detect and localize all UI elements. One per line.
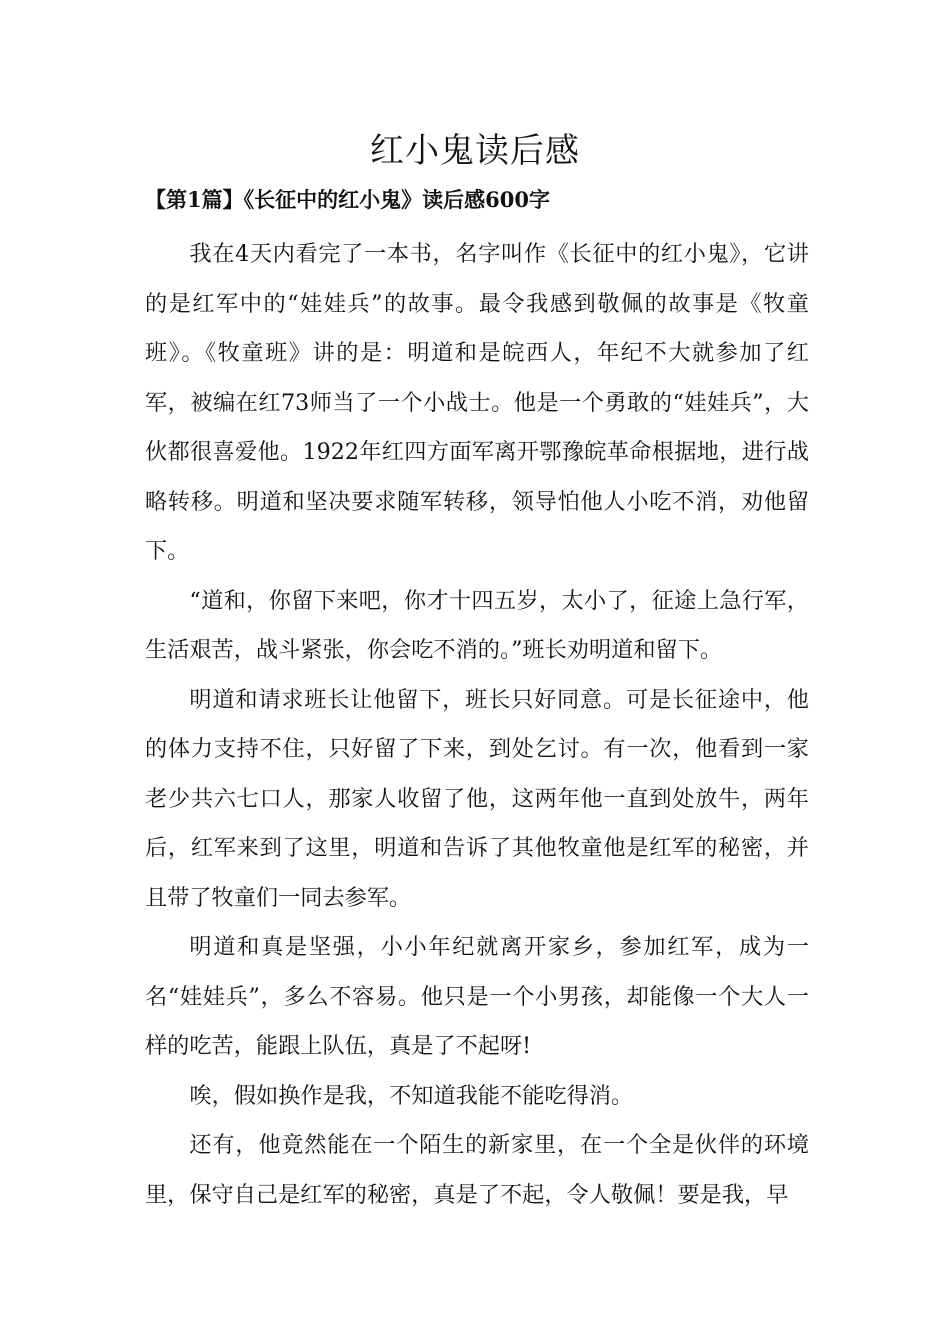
section-heading: 【第1篇】《长征中的红小鬼》读后感600字 — [145, 187, 550, 212]
paragraph: 我在4天内看完了一本书，名字叫作《长征中的红小鬼》，它讲的是红军中的“娃娃兵”的故事。最令我感到敬佩的故事是《牧童班》。《牧童班》讲的是：明道和是皖西人，年纪不大就参加了红军，被编在红73师当了一个小战士。他是一个勇敢的“娃娃兵”，大伙都很喜爱他。1922年红四方面军离开鄂豫皖革命根据地，进行战略转移。明道和坚决要求随军转移，领导怕他人小吃不消，劝他留下。 — [145, 241, 809, 564]
paragraph: 唉，假如换作是我，不知道我能不能吃得消。 — [189, 1082, 634, 1109]
document-title: 红小鬼读后感 — [370, 131, 580, 171]
paragraph: 明道和真是坚强，小小年纪就离开家乡，参加红军，成为一名“娃娃兵”，多么不容易。他只是一个小男孩，却能像一个大人一样的吃苦，能跟上队伍，真是了不起呀! — [145, 934, 809, 1059]
paragraph: “道和，你留下来吧，你才十四五岁，太小了，征途上急行军，生活艰苦，战斗紧张，你会吃不消的。”班长劝明道和留下。 — [145, 587, 809, 663]
paragraph: 还有，他竟然能在一个陌生的新家里，在一个全是伙伴的环境里，保守自己是红军的秘密，真是了不起，令人敬佩！要是我，早 — [145, 1132, 809, 1208]
paragraph: 明道和请求班长让他留下，班长只好同意。可是长征途中，他的体力支持不住，只好留了下来，到处乞讨。有一次，他看到一家老少共六七口人，那家人收留了他，这两年他一直到处放牛，两年后，红军来到了这里，明道和告诉了其他牧童他是红军的秘密，并且带了牧童们一同去参军。 — [145, 686, 809, 911]
document-body — [145, 230, 809, 1220]
